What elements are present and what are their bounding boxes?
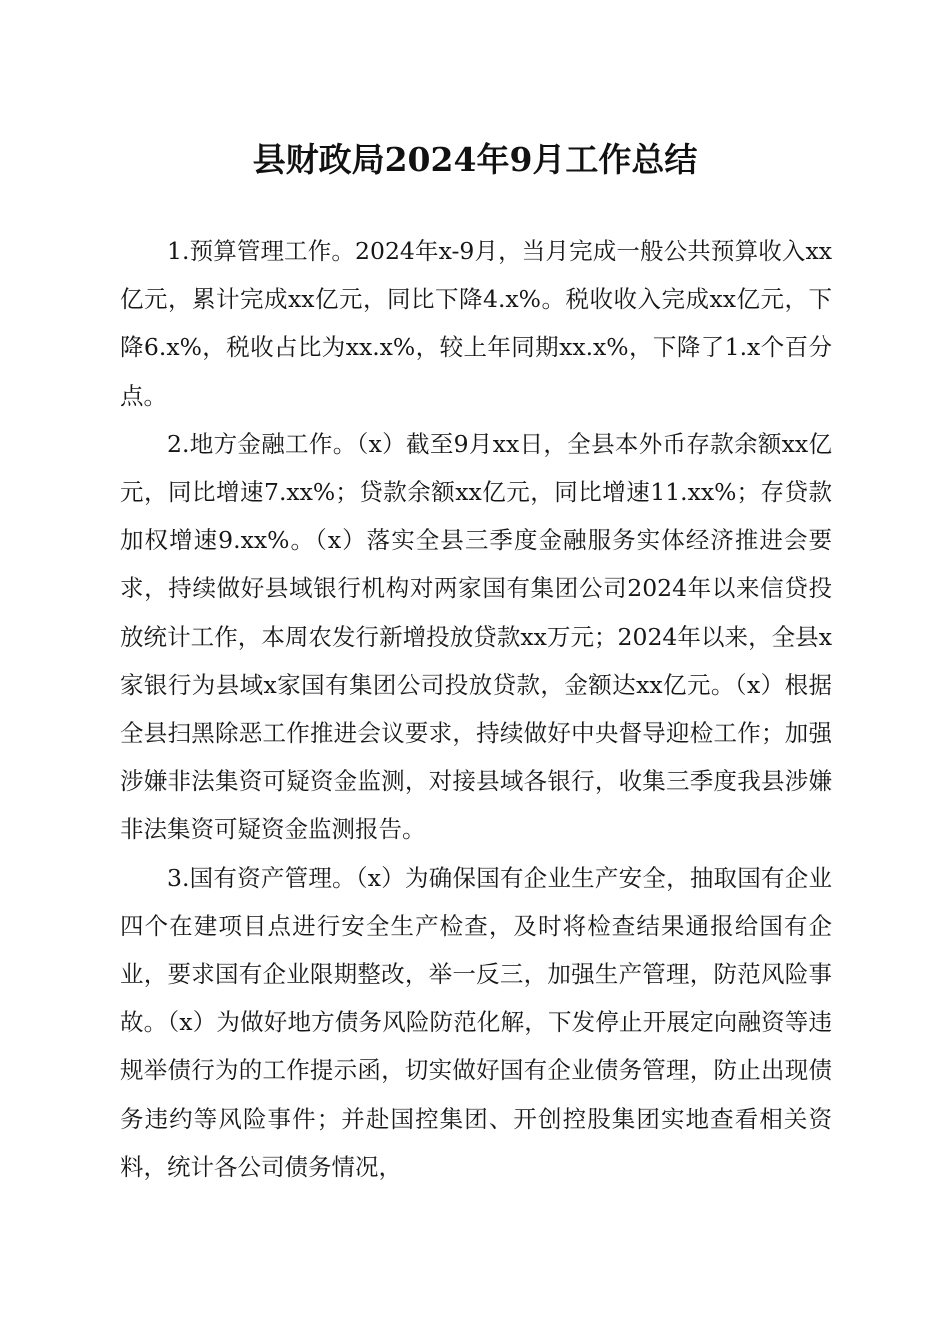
document-title: 县财政局2024年9月工作总结 (252, 140, 698, 179)
paragraph-local-finance: 2.地方金融工作。（x）截至9月xx日，全县本外币存款余额xx亿元，同比增速7.xx%；贷款余额xx亿元，同比增速11.xx%；存贷款加权增速9.xx%。（x）落实全县三季度金融服务实体经济推进会要求，持续做好县域银行机构对两家国有集团公司2024年以来信贷投放统计工作，本周农发行新增投放贷款xx万元；2024年以来，全县x家银行为县域x家国有集团公司投放贷款，金额达xx亿元。（x）根据全县扫黑除恶工作推进会议要求，持续做好中央督导迎检工作；加强涉嫌非法集资可疑资金监测，对接县域各银行，收集三季度我县涉嫌非法集资可疑资金监测报告。 (120, 429, 832, 844)
paragraph-budget-management: 1.预算管理工作。2024年x-9月，当月完成一般公共预算收入xx亿元，累计完成xx亿元，同比下降4.x%。税收收入完成xx亿元，下降6.x%，税收占比为xx.x%，较上年同期xx.x%，下降了1.x个百分点。 (120, 237, 832, 410)
paragraph-state-assets: 3.国有资产管理。（x）为确保国有企业生产安全，抽取国有企业四个在建项目点进行安全生产检查，及时将检查结果通报给国有企业，要求国有企业限期整改，举一反三，加强生产管理，防范风险事故。（x）为做好地方债务风险防范化解，下发停止开展定向融资等违规举债行为的工作提示函，切实做好国有企业债务管理，防止出现债务违约等风险事件；并赴国控集团、开创控股集团实地查看相关资料，统计各公司债务情况， (120, 863, 832, 1181)
document-body (120, 227, 832, 1191)
